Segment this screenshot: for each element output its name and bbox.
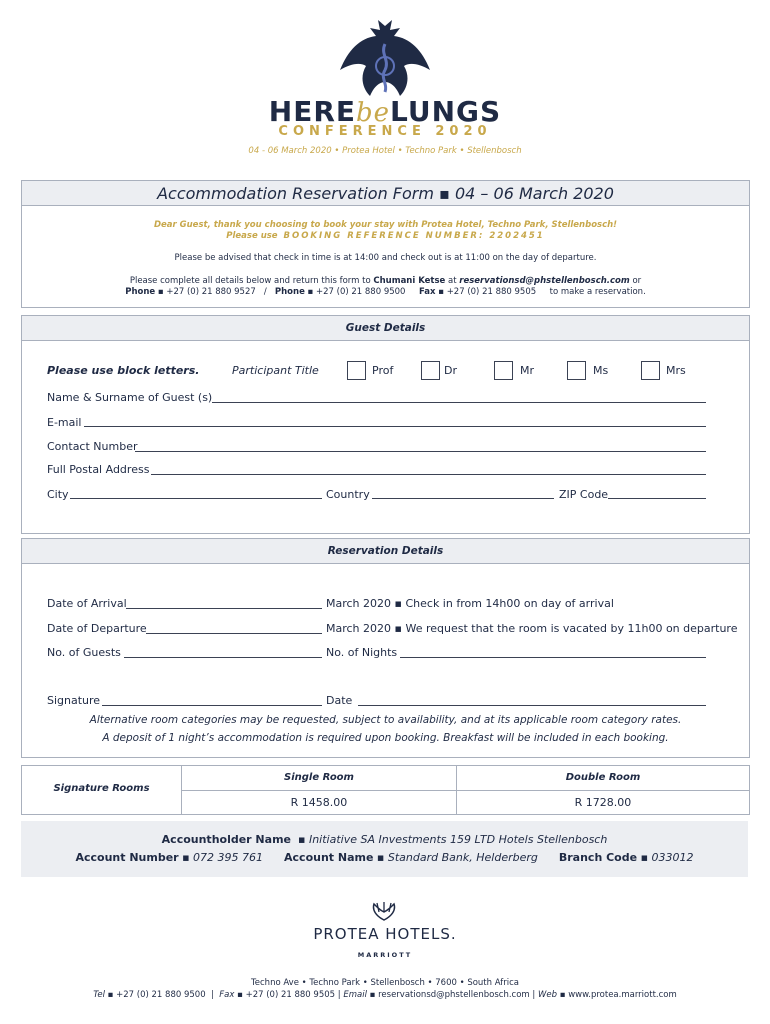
deposit-note: A deposit of 1 night’s accommodation is required upon booking. Breakfast will be included in each booking. bbox=[102, 732, 669, 744]
return-instructions: Please complete all details below and return this form to Chumani Ketse at reservationsd@phstellenbosch.com or bbox=[129, 276, 642, 286]
email-field[interactable] bbox=[84, 426, 706, 427]
participant-title-label: Participant Title bbox=[232, 364, 319, 377]
block-letters-note: Please use block letters. bbox=[47, 364, 200, 377]
double-room-header: Double Room bbox=[457, 766, 749, 791]
contact-number-field[interactable] bbox=[135, 451, 706, 452]
postal-address-label: Full Postal Address bbox=[47, 463, 150, 476]
guests-count-label: No. of Guests bbox=[47, 646, 121, 659]
guest-details-box bbox=[21, 315, 750, 534]
title-checkbox-mr[interactable] bbox=[494, 361, 513, 380]
title-checkbox-ms[interactable] bbox=[567, 361, 586, 380]
protea-logo-icon bbox=[370, 900, 398, 922]
phone-line: Phone ▪ +27 (0) 21 880 9527 / Phone ▪ +27 (0) 21 880 9500 Fax ▪ +27 (0) 21 880 9505 to make a reservation. bbox=[125, 287, 646, 297]
title-label-mrs: Mrs bbox=[666, 364, 686, 377]
date-label: Date bbox=[326, 694, 353, 707]
signature-label: Signature bbox=[47, 694, 101, 707]
title-label-prof: Prof bbox=[372, 364, 394, 377]
footer-web-link[interactable]: www.protea.marriott.com bbox=[568, 990, 677, 1000]
nights-count-label: No. of Nights bbox=[326, 646, 398, 659]
title-label-mr: Mr bbox=[520, 364, 535, 377]
rooms-table bbox=[21, 765, 750, 815]
form-title: Accommodation Reservation Form ▪ 04 – 06 March 2020 bbox=[22, 181, 749, 206]
signature-rooms-label: Signature Rooms bbox=[53, 783, 150, 794]
guest-details-title: Guest Details bbox=[22, 316, 749, 341]
zip-code-label: ZIP Code bbox=[559, 488, 609, 501]
signature-field[interactable] bbox=[102, 705, 322, 706]
account-holder-line: Accountholder Name ▪ Initiative SA Investments 159 LTD Hotels Stellenbosch bbox=[161, 833, 608, 846]
guests-count-field[interactable] bbox=[124, 657, 322, 658]
reservation-details-title: Reservation Details bbox=[22, 539, 749, 564]
departure-label: Date of Departure bbox=[47, 622, 147, 635]
bank-account-panel bbox=[21, 821, 748, 877]
double-room-price: R 1728.00 bbox=[574, 796, 632, 809]
greeting-line: Dear Guest, thank you choosing to book your stay with Protea Hotel, Techno Park, Stellenbosch! bbox=[153, 220, 618, 230]
marriott-name: MARRIOTT bbox=[357, 951, 413, 959]
postal-address-field[interactable] bbox=[151, 474, 706, 475]
guest-name-field[interactable] bbox=[212, 402, 706, 403]
checkin-advice: Please be advised that check in time is at 14:00 and check out is at 11:00 on the day of departure. bbox=[174, 253, 597, 263]
form-info-box bbox=[21, 180, 750, 308]
title-label-ms: Ms bbox=[593, 364, 609, 377]
footer-address: Techno Ave • Techno Park • Stellenbosch • 7600 • South Africa bbox=[251, 978, 519, 988]
conference-dates: 04 - 06 March 2020 • Protea Hotel • Techno Park • Stellenbosch bbox=[248, 146, 522, 156]
footer-contacts: Tel ▪ +27 (0) 21 880 9500 | Fax ▪ +27 (0) 21 880 9505 | Email ▪ reservationsd@phstellenbosch.com | Web ▪ www.protea.marriott.com bbox=[93, 990, 677, 1000]
guest-name-label: Name & Surname of Guest (s) bbox=[47, 391, 213, 404]
single-room-price: R 1458.00 bbox=[182, 791, 457, 814]
single-room-header: Single Room bbox=[182, 766, 457, 791]
title-label-dr: Dr bbox=[444, 364, 457, 377]
country-field[interactable] bbox=[372, 498, 554, 499]
rooms-row-label bbox=[22, 766, 182, 814]
conference-subtitle: CONFERENCE 2020 bbox=[278, 124, 492, 139]
footer-email-link[interactable]: reservationsd@phstellenbosch.com bbox=[378, 990, 530, 1000]
reservation-details-box bbox=[21, 538, 750, 758]
title-checkbox-mrs[interactable] bbox=[641, 361, 660, 380]
title-checkbox-prof[interactable] bbox=[347, 361, 366, 380]
dragon-logo-icon bbox=[330, 20, 440, 100]
conference-brand: HEREbeLUNGS bbox=[268, 95, 502, 128]
arrival-label: Date of Arrival bbox=[47, 597, 127, 610]
nights-count-field[interactable] bbox=[400, 657, 706, 658]
date-field[interactable] bbox=[358, 705, 706, 706]
zip-code-field[interactable] bbox=[608, 498, 706, 499]
contact-number-label: Contact Number bbox=[47, 440, 138, 453]
protea-hotels-name: PROTEA HOTELS. bbox=[313, 925, 457, 943]
account-details-line: Account Number ▪ 072 395 761 Account Name ▪ Standard Bank, Helderberg Branch Code ▪ 033012 bbox=[75, 851, 694, 864]
country-label: Country bbox=[326, 488, 370, 501]
departure-note: March 2020 ▪ We request that the room is vacated by 11h00 on departure bbox=[326, 622, 738, 635]
arrival-note: March 2020 ▪ Check in from 14h00 on day of arrival bbox=[326, 597, 614, 610]
city-field[interactable] bbox=[70, 498, 322, 499]
email-label: E-mail bbox=[47, 416, 82, 429]
arrival-date-field[interactable] bbox=[126, 608, 322, 609]
room-category-note: Alternative room categories may be requested, subject to availability, and at its applicable room category rates. bbox=[89, 714, 682, 726]
booking-reference: Please use BOOKING REFERENCE NUMBER: 2202451 bbox=[226, 231, 545, 241]
departure-date-field[interactable] bbox=[146, 633, 322, 634]
city-label: City bbox=[47, 488, 69, 501]
title-checkbox-dr[interactable] bbox=[421, 361, 440, 380]
